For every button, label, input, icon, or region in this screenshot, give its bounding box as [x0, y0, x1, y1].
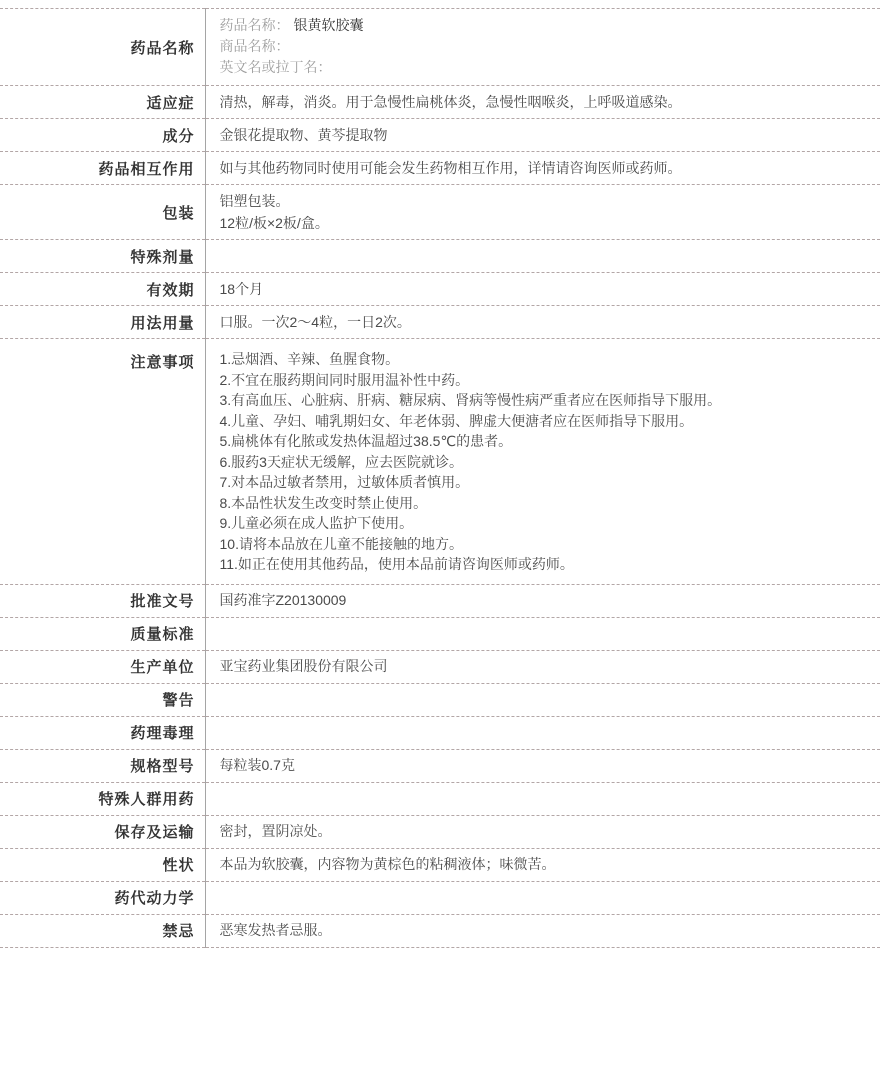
row-label: 药品名称 — [0, 9, 205, 86]
row-value: 每粒装0.7克 — [219, 757, 295, 773]
row-value — [205, 240, 880, 273]
precaution-item: 7.对本品过敏者禁用，过敏体质者慎用。 — [219, 474, 470, 490]
field-key: 英文名或拉丁名： — [219, 59, 332, 75]
row-label: 规格型号 — [0, 749, 205, 782]
table-row-precautions — [0, 339, 880, 585]
precaution-item: 6.服药3天症状无缓解，应去医院就诊。 — [219, 453, 463, 470]
row-value: 如与其他药物同时使用可能会发生药物相互作用，详情请咨询医师或药师。 — [219, 159, 682, 176]
table-row-contraindications — [0, 914, 880, 947]
field-key: 商品名称： — [219, 38, 290, 54]
table-row-indications — [0, 86, 880, 119]
packaging-line: 12粒/板×2板/盒。 — [219, 215, 329, 231]
precaution-item: 2.不宜在服药期间同时服用温补性中药。 — [219, 371, 470, 388]
row-value: 清热，解毒，消炎。用于急慢性扁桃体炎，急慢性咽喉炎，上呼吸道感染。 — [219, 93, 682, 110]
row-label: 性状 — [0, 848, 205, 881]
precaution-item: 3.有高血压、心脏病、肝病、糖尿病、肾病等慢性病严重者应在医师指导下服用。 — [219, 392, 722, 408]
table-row-warning — [0, 683, 880, 716]
table-row-drug-name — [0, 9, 880, 86]
table-row-special-dosage — [0, 240, 880, 273]
precaution-item: 10.请将本品放在儿童不能接触的地方。 — [219, 535, 463, 552]
field-value — [290, 38, 294, 54]
row-value: 亚宝药业集团股份有限公司 — [219, 658, 388, 674]
row-value: 国药准字Z20130009 — [219, 592, 347, 608]
row-label: 保存及运输 — [0, 815, 205, 848]
field-value — [332, 59, 336, 75]
precaution-item: 1.忌烟酒、辛辣、鱼腥食物。 — [219, 351, 400, 367]
row-value — [205, 782, 880, 815]
row-value: 口服。一次2～4粒，一日2次。 — [219, 313, 411, 330]
precaution-item: 8.本品性状发生改变时禁止使用。 — [219, 494, 428, 511]
row-label: 特殊剂量 — [0, 240, 205, 273]
table-row-shelf-life — [0, 273, 880, 306]
table-row-quality-standard — [0, 617, 880, 650]
row-value: 本品为软胶囊，内容物为黄棕色的粘稠液体；味微苦。 — [219, 856, 556, 872]
row-value: 18个月 — [219, 280, 264, 297]
row-label: 注意事项 — [0, 339, 205, 585]
table-row-dosage-usage — [0, 306, 880, 339]
row-label: 特殊人群用药 — [0, 782, 205, 815]
row-value — [205, 185, 880, 240]
row-label: 有效期 — [0, 273, 205, 306]
row-label: 包装 — [0, 185, 205, 240]
row-value — [205, 683, 880, 716]
row-value: 密封，置阴凉处。 — [219, 823, 332, 839]
row-label: 质量标准 — [0, 617, 205, 650]
precaution-item: 4.儿童、孕妇、哺乳期妇女、年老体弱、脾虚大便溏者应在医师指导下服用。 — [219, 412, 694, 429]
row-label: 药品相互作用 — [0, 152, 205, 185]
precaution-item: 5.扁桃体有化脓或发热体温超过38.5℃的患者。 — [219, 433, 513, 449]
drug-name-field — [220, 15, 867, 36]
precaution-item: 9.儿童必须在成人监护下使用。 — [219, 515, 414, 531]
row-label: 成分 — [0, 119, 205, 152]
table-row-storage-transport — [0, 815, 880, 848]
row-label: 适应症 — [0, 86, 205, 119]
table-row-special-population — [0, 782, 880, 815]
row-label: 生产单位 — [0, 650, 205, 683]
row-label: 批准文号 — [0, 584, 205, 617]
packaging-line: 铝塑包装。 — [219, 193, 290, 209]
row-value — [205, 881, 880, 914]
row-label: 警告 — [0, 683, 205, 716]
table-row-ingredients — [0, 119, 880, 152]
table-row-properties — [0, 848, 880, 881]
table-row-packaging — [0, 185, 880, 240]
table-row-pharmacology-toxicology — [0, 716, 880, 749]
table-row-pharmacokinetics — [0, 881, 880, 914]
row-label: 药代动力学 — [0, 881, 205, 914]
row-value — [205, 339, 880, 585]
precaution-item: 11.如正在使用其他药品，使用本品前请咨询医师或药师。 — [219, 556, 574, 572]
table-row-specification — [0, 749, 880, 782]
row-value — [205, 617, 880, 650]
trade-name-field — [220, 36, 867, 57]
table-row-approval-number — [0, 584, 880, 617]
row-value: 恶寒发热者忌服。 — [219, 922, 332, 938]
row-value — [205, 9, 880, 86]
row-value: 金银花提取物、黄芩提取物 — [219, 126, 388, 143]
english-name-field — [220, 57, 867, 78]
table-row-manufacturer — [0, 650, 880, 683]
drug-info-table — [0, 8, 880, 948]
row-label: 药理毒理 — [0, 716, 205, 749]
row-value — [205, 716, 880, 749]
field-key: 药品名称： — [219, 17, 290, 33]
table-row-drug-interactions — [0, 152, 880, 185]
row-label: 用法用量 — [0, 306, 205, 339]
row-label: 禁忌 — [0, 914, 205, 947]
field-value: 银黄软胶囊 — [293, 17, 364, 33]
